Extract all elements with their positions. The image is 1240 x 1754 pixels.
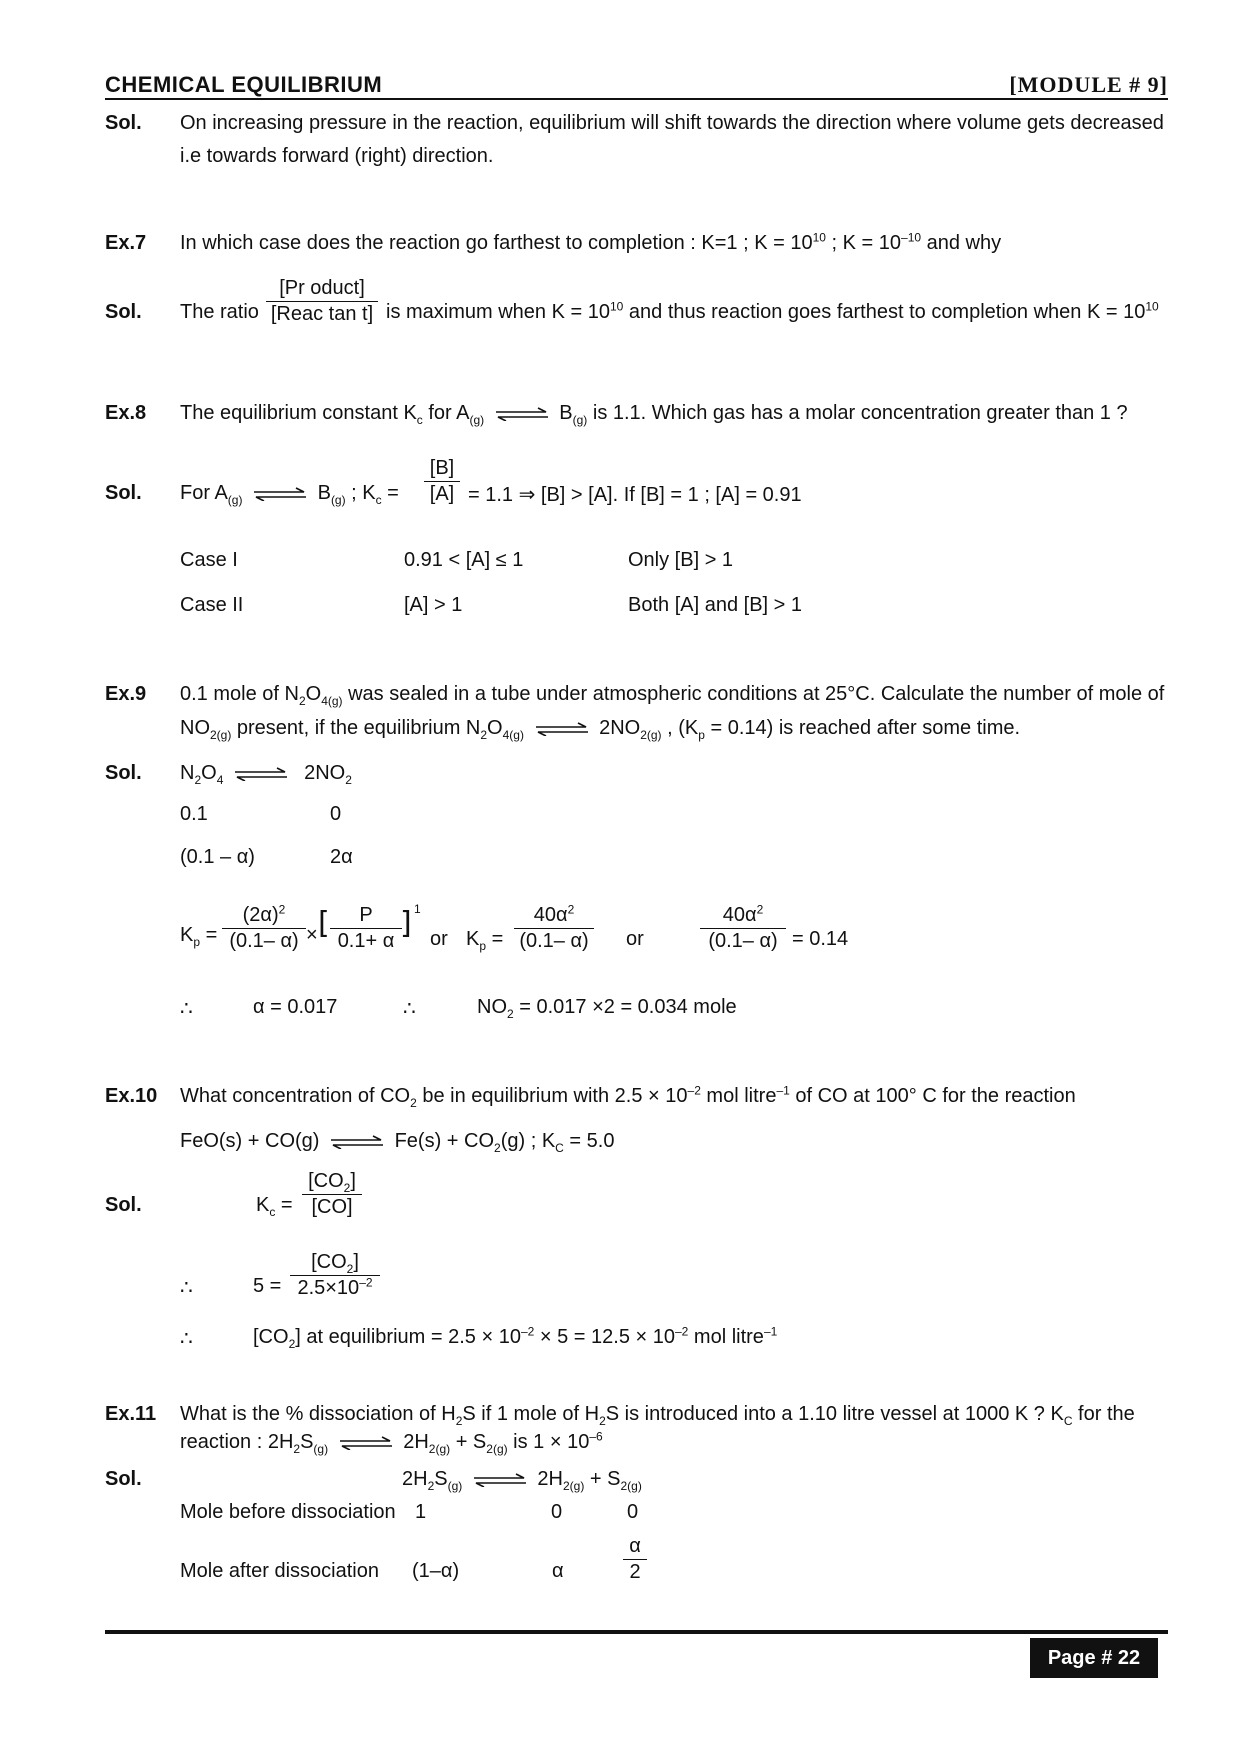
kp-fraction-3: $40\alpha^2$ (0.1– α) — [514, 904, 594, 953]
co2-final: $[CO_2]$ at equilibrium = $2.5 \times 10^{-2} \times 5 = 12.5 \times 10^{-2}$ mol litre$^{-1}$ — [253, 1324, 778, 1351]
ex11-question-line2: reaction : $2H_2S_{(g)}$ $2H_{2(g)} + S_{2(g)}$ is $1 \times 10^{-6}$ — [180, 1429, 603, 1456]
equilibrium-arrow-icon — [329, 1135, 385, 1149]
ex9-question-line1: 0.1 mole of $N_2O_{4(g)}$ was sealed in a tube under atmospheric conditions at 25°C. Calculate the number of mole of — [180, 683, 1165, 708]
ex7-label: Ex.7 — [105, 232, 147, 254]
mole-after-h2: α — [552, 1560, 564, 1582]
ex9-initial-n2o4: 0.1 — [180, 803, 208, 825]
ex7-sol-start: The ratio — [180, 301, 259, 323]
b-over-a-fraction: [B] [A] — [424, 457, 460, 506]
therefore-4: ∴ — [180, 1328, 193, 1350]
kp-symbol-2: $K_p$ = — [466, 928, 504, 953]
module-label: [MODULE # 9] — [1009, 72, 1168, 97]
therefore-2: ∴ — [403, 998, 416, 1020]
header-rule — [105, 98, 1168, 100]
mole-before-h2: 0 — [551, 1501, 563, 1523]
kp-symbol: $K_p$ = — [180, 924, 218, 949]
kp-fraction-2: P 0.1+ α — [330, 904, 402, 953]
equilibrium-arrow-icon — [338, 1436, 394, 1450]
ex10-reaction: FeO(s) + CO(g) $Fe(s) + CO_2(g)$ ; $K_C = 5.0$ — [180, 1130, 615, 1155]
case1-range: 0.91 < [A] ≤ 1 — [404, 549, 524, 571]
ex9-eq-no2: 2α — [330, 846, 353, 868]
alpha-over-two-fraction: α 2 — [623, 1535, 647, 1584]
page-number-badge: Page # 22 — [1030, 1638, 1158, 1678]
ex7-sol-label: Sol. — [105, 301, 142, 323]
kp-result: = 0.14 — [792, 928, 849, 950]
ex9-sol-label: Sol. — [105, 762, 142, 784]
ex9-question-line2: $NO_{2(g)}$ present, if the equilibrium $N_2O_{4(g)}$ $2NO_{2(g)}$ , $(K_p = 0.14)$ is reached after some time. — [180, 717, 1021, 742]
equilibrium-arrow-icon — [233, 767, 289, 781]
five-equals: 5 = — [253, 1275, 282, 1297]
case2-range: [A] > 1 — [404, 594, 463, 616]
bracket-exponent: 1 — [414, 902, 421, 916]
ex11-sol-label: Sol. — [105, 1468, 142, 1490]
times-sign: × — [306, 924, 318, 946]
case2-result: Both [A] and [B] > 1 — [628, 594, 803, 616]
chapter-title: CHEMICAL EQUILIBRIUM — [105, 72, 383, 97]
sol6-line2: i.e towards forward (right) direction. — [180, 145, 494, 167]
ex9-sol-reaction: $N_2O_4$ $2NO_2$ — [180, 762, 352, 787]
mole-after-label: Mole after dissociation — [180, 1560, 379, 1582]
equilibrium-arrow-icon — [252, 487, 308, 501]
mole-before-label: Mole before dissociation — [180, 1501, 396, 1523]
therefore-1: ∴ — [180, 998, 193, 1020]
ex8-question: The equilibrium constant $K_c$ for $A_{(g)}$ $B_{(g)}$ is 1.1. Which gas has a molar concentration greater than 1 ? — [180, 402, 1128, 427]
mole-before-s2: 0 — [627, 1501, 639, 1523]
case1-result: Only [B] > 1 — [628, 549, 734, 571]
equilibrium-arrow-icon — [472, 1473, 528, 1487]
ex8-label: Ex.8 — [105, 402, 147, 424]
ex10-label: Ex.10 — [105, 1085, 158, 1107]
ex11-question-line1: What is the % dissociation of $H_2S$ if 1 mole of $H_2S$ is introduced into a 1.10 litre vessel at 1000 K ? $K_C$ for the — [180, 1403, 1135, 1428]
ex8-sol-label: Sol. — [105, 482, 142, 504]
co2-over-conc-fraction: $[CO_2]$ $2.5\times 10^{-2}$ — [290, 1251, 380, 1300]
therefore-3: ∴ — [180, 1277, 193, 1299]
ex10-sol-label: Sol. — [105, 1194, 142, 1216]
ex8-sol-result: = 1.1 ⇒ [B] > [A]. If [B] = 1 ; [A] = 0.91 — [468, 484, 802, 506]
kc-symbol: $K_c$ = — [256, 1194, 293, 1219]
sol6-line1: On increasing pressure in the reaction, equilibrium will shift towards the direction where volume gets decreased — [180, 112, 1164, 134]
footer-rule — [105, 1630, 1168, 1634]
ex11-sol-reaction: $2H_2S_{(g)}$ $2H_{2(g)} + S_{2(g)}$ — [402, 1468, 642, 1493]
ex7-sol-rest: is maximum when $K = 10^{10}$ and thus reaction goes farthest to completion when $K = 10^{10}$ — [386, 299, 1159, 323]
ex9-label: Ex.9 — [105, 683, 147, 705]
bracket-open: [ — [318, 906, 330, 941]
kp-fraction-4: $40\alpha^2$ (0.1– α) — [700, 904, 786, 953]
or-1: or — [430, 928, 448, 950]
case1-name: Case I — [180, 549, 238, 571]
or-2: or — [626, 928, 644, 950]
equilibrium-arrow-icon — [494, 407, 550, 421]
mole-after-h2s: (1–α) — [412, 1560, 460, 1582]
ex9-initial-no2: 0 — [330, 803, 342, 825]
sol-label: Sol. — [105, 112, 142, 134]
ex10-question: What concentration of $CO_2$ be in equilibrium with $2.5 \times 10^{-2}$ mol litre$^{-1}$ of CO at 100° C for the reaction — [180, 1083, 1076, 1110]
equilibrium-arrow-icon — [534, 722, 590, 736]
no2-moles: $NO_2 = 0.017 \times 2 = 0.034$ mole — [477, 996, 737, 1021]
ex11-label: Ex.11 — [105, 1403, 157, 1425]
case2-name: Case II — [180, 594, 244, 616]
alpha-value: α = 0.017 — [253, 996, 338, 1018]
ex7-question: In which case does the reaction go farthest to completion : K=1 ; $K = 10^{10}$ ; $K = 10^{-10}$ and why — [180, 230, 1002, 254]
ex8-sol-reaction: For $A_{(g)}$ $B_{(g)}$ ; $K_c$ = — [180, 482, 399, 507]
mole-before-h2s: 1 — [415, 1501, 427, 1523]
co2-over-co-fraction: $[CO_2]$ [CO] — [302, 1170, 362, 1219]
bracket-close: ] — [400, 906, 412, 941]
ex9-eq-n2o4: (0.1 – α) — [180, 846, 255, 868]
kp-fraction-1: $(2\alpha)^2$ (0.1– α) — [222, 904, 306, 953]
product-reactant-fraction: [Pr oduct] [Reac tan t] — [266, 277, 378, 326]
